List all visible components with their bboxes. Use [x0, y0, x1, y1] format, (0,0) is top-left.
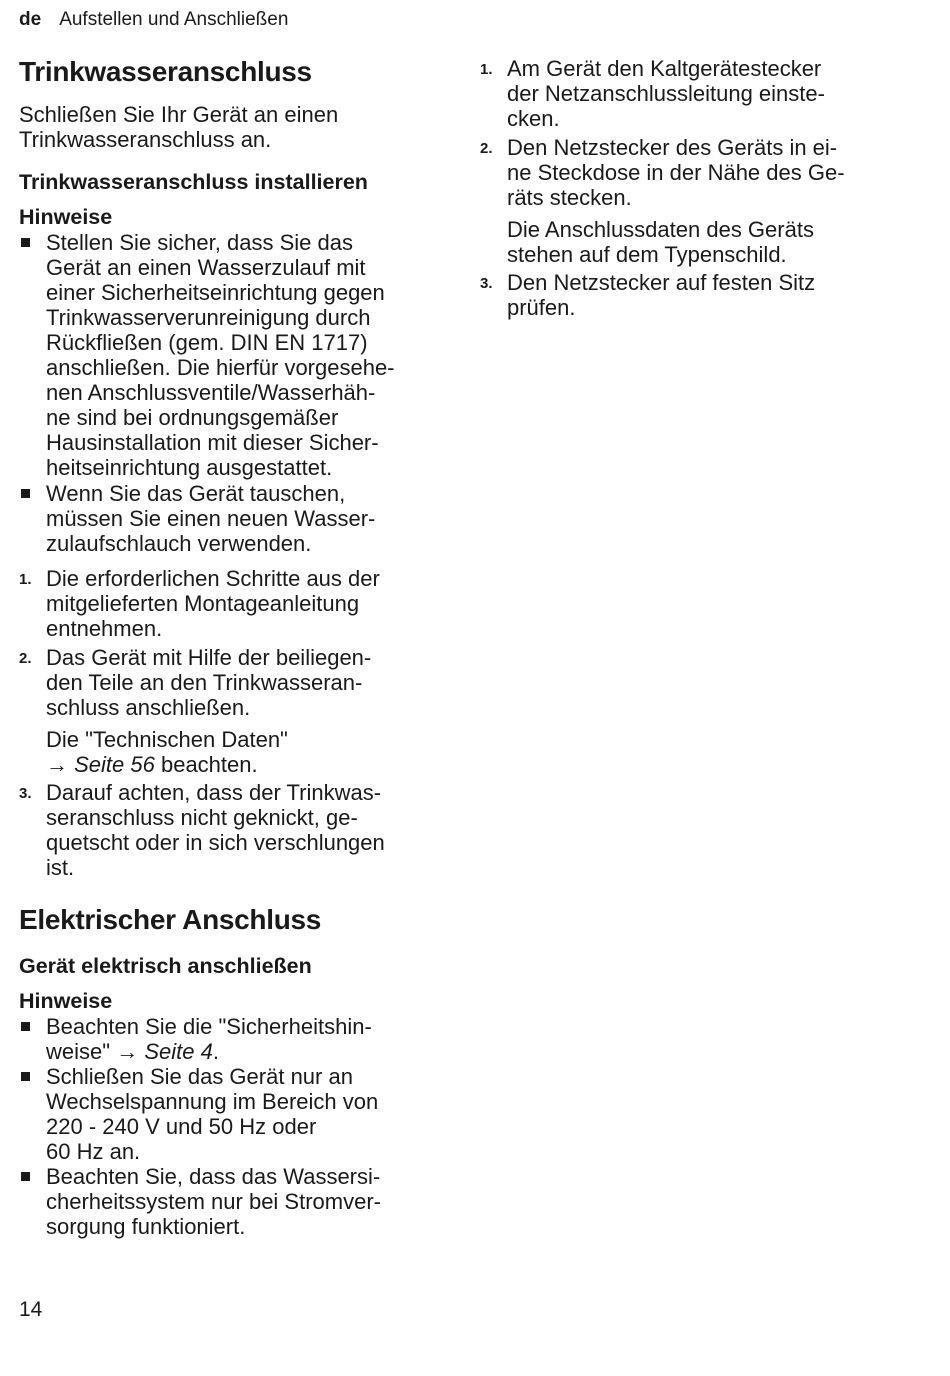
step-text: Am Gerät den Kaltgerätestecker der Netzanschlussleitung einste- cken. — [507, 56, 825, 131]
heading-electrical-connection: Elektrischer Anschluss — [19, 904, 322, 935]
page-number: 14 — [19, 1298, 43, 1321]
reference-tail: . — [212, 1039, 219, 1064]
step-number: 1. — [19, 571, 32, 588]
step-number: 1. — [480, 61, 493, 78]
note-text: Wenn Sie das Gerät tauschen, müssen Sie einen neuen Wasser- zulaufschlauch verwenden. — [46, 481, 376, 556]
subheading-install: Trinkwasseranschluss installieren — [19, 170, 368, 194]
step-number: 3. — [19, 785, 32, 802]
running-header — [19, 7, 288, 33]
bullet-square-icon — [21, 1072, 30, 1081]
section-title: Aufstellen und Anschließen — [59, 9, 289, 30]
note-text: Schließen Sie das Gerät nur an Wechselspannung im Bereich von 220 - 240 V und 50 Hz oder 60 Hz an. — [46, 1064, 379, 1164]
arrow-right-icon: → — [46, 752, 68, 777]
step-text: Den Netzstecker auf festen Sitz prüfen. — [507, 270, 816, 320]
subheading-connect-electric: Gerät elektrisch anschließen — [19, 954, 312, 978]
bullet-square-icon — [21, 1172, 30, 1181]
note-text-main: Beachten Sie die "Sicherheitshin- weise" — [46, 1014, 372, 1064]
step-number: 2. — [19, 650, 32, 667]
step-text: Die erforderlichen Schritte aus der mitgelieferten Montageanleitung entnehmen. — [46, 566, 380, 641]
page-link[interactable]: Seite 56 — [74, 752, 155, 777]
step-text: Das Gerät mit Hilfe der beiliegen- den Teile an den Trinkwasseran- schluss anschließen. — [46, 645, 372, 720]
note-text: Beachten Sie, dass das Wassersi- cherheitssystem nur bei Stromver- sorgung funktioniert. — [46, 1164, 381, 1239]
heading-drinking-water-connection: Trinkwasseranschluss — [19, 56, 312, 87]
step-text: Darauf achten, dass der Trinkwas- seranschluss nicht geknickt, ge- quetscht oder in sich verschlungen ist. — [46, 780, 385, 880]
page-link[interactable]: Seite 4 — [144, 1039, 213, 1064]
note-text — [46, 1014, 372, 1064]
step-2-note: Die Anschlussdaten des Geräts stehen auf dem Typenschild. — [507, 217, 814, 267]
page-reference[interactable] — [46, 752, 258, 777]
arrow-right-icon: → — [116, 1039, 139, 1064]
notes-label: Hinweise — [19, 205, 113, 229]
language-code: de — [19, 9, 42, 30]
step-number: 3. — [480, 275, 493, 292]
notes-label: Hinweise — [19, 989, 113, 1013]
bullet-square-icon — [21, 1022, 30, 1031]
bullet-square-icon — [21, 489, 30, 498]
intro-paragraph: Schließen Sie Ihr Gerät an einen Trinkwasseranschluss an. — [19, 102, 339, 152]
step-number: 2. — [480, 140, 493, 157]
bullet-square-icon — [21, 238, 30, 247]
step-text: Den Netzstecker des Geräts in ei- ne Steckdose in der Nähe des Ge- räts stecken. — [507, 135, 845, 210]
reference-tail: beachten. — [154, 752, 258, 777]
note-text: Stellen Sie sicher, dass Sie das Gerät an einen Wasserzulauf mit einer Sicherheitseinrichtung gegen Trinkwasserverunreinigung durch Rückfließen (gem. DIN EN 1717) anschließen. Die hierfür vorgesehe- nen Anschlussventile/Wasserhäh- ne sind bei ordnungsgemäßer Hausinstallation mit dieser Sicher- heitseinrichtung ausgestattet. — [46, 230, 395, 480]
step-2-note-line: Die "Technischen Daten" — [46, 727, 288, 752]
